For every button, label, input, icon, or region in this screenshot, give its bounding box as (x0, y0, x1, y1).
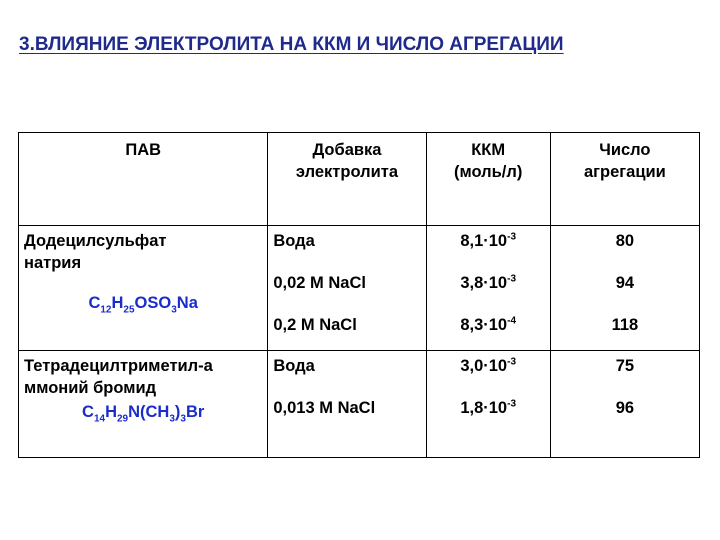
aggregation-cell (550, 226, 699, 351)
table-header-row (19, 133, 700, 226)
table-row (19, 351, 700, 458)
surfactant-name-line1: Тетрадецилтриметил-а (24, 357, 213, 375)
aggregation-value: 94 (615, 274, 635, 292)
surfactant-cell (19, 226, 268, 351)
data-table (18, 132, 700, 458)
formula-subscript: 12 (100, 304, 112, 316)
header-additive (268, 133, 426, 226)
header-aggregation-line2: агрегации (583, 163, 666, 181)
aggregation-value: 118 (611, 316, 639, 334)
formula-part: C (88, 294, 101, 312)
header-additive-line1: Добавка (312, 141, 382, 159)
chemical-formula (24, 292, 262, 314)
formula-part: N(CH (128, 403, 170, 421)
ccm-value: $8,3\cdot 10^{-4}$ (460, 315, 517, 334)
formula-part: H (111, 294, 124, 312)
surfactant-name-line2: ммоний бромид (24, 379, 157, 397)
additive-cell (268, 351, 426, 458)
ccm-value: $3,8\cdot 10^{-3}$ (460, 273, 517, 292)
formula-subscript: 3 (169, 413, 175, 425)
aggregation-value: 96 (615, 399, 635, 417)
header-surfactant: ПАВ (19, 133, 268, 226)
formula-subscript: 14 (93, 413, 106, 425)
formula-part: OSO (134, 294, 172, 312)
ccm-cell (426, 226, 550, 351)
additive-value: 0,013 М NaCl (273, 399, 376, 417)
page-title: 3.ВЛИЯНИЕ ЭЛЕКТРОЛИТА НА ККМ И ЧИСЛО АГРЕГАЦИИ (19, 34, 564, 55)
header-ccm-line2: (моль/л) (453, 163, 523, 181)
additive-value: 0,2 М NaCl (273, 316, 357, 334)
surfactant-cell (19, 351, 268, 458)
aggregation-value: 80 (615, 232, 635, 250)
aggregation-value: 75 (615, 357, 635, 375)
header-additive-line2: электролита (295, 163, 399, 181)
additive-cell (268, 226, 426, 351)
formula-part: C (82, 403, 94, 421)
additive-value: Вода (273, 357, 315, 375)
header-ccm-line1: ККМ (471, 141, 506, 159)
formula-part: Br (185, 403, 205, 421)
formula-subscript: 3 (180, 413, 186, 425)
formula-part: ) (174, 403, 181, 421)
header-aggregation-line1: Число (599, 141, 651, 159)
formula-part: Na (176, 294, 198, 312)
header-aggregation (550, 133, 699, 226)
ccm-value: $1,8\cdot 10^{-3}$ (460, 398, 517, 417)
surfactant-name-line1: Додецилсульфат (24, 232, 167, 250)
ccm-value: $3,0\cdot 10^{-3}$ (460, 356, 517, 375)
aggregation-cell (550, 351, 699, 458)
additive-value: 0,02 М NaCl (273, 274, 366, 292)
chemical-formula (24, 401, 262, 423)
surfactant-name-line2: натрия (24, 254, 82, 272)
formula-subscript: 29 (116, 413, 129, 425)
ccm-cell (426, 351, 550, 458)
formula-subscript: 25 (123, 304, 135, 316)
additive-value: Вода (273, 232, 315, 250)
formula-part: H (105, 403, 117, 421)
formula-subscript: 3 (171, 304, 177, 316)
ccm-value: $8,1\cdot 10^{-3}$ (460, 231, 517, 250)
table-row (19, 226, 700, 351)
header-ccm (426, 133, 550, 226)
